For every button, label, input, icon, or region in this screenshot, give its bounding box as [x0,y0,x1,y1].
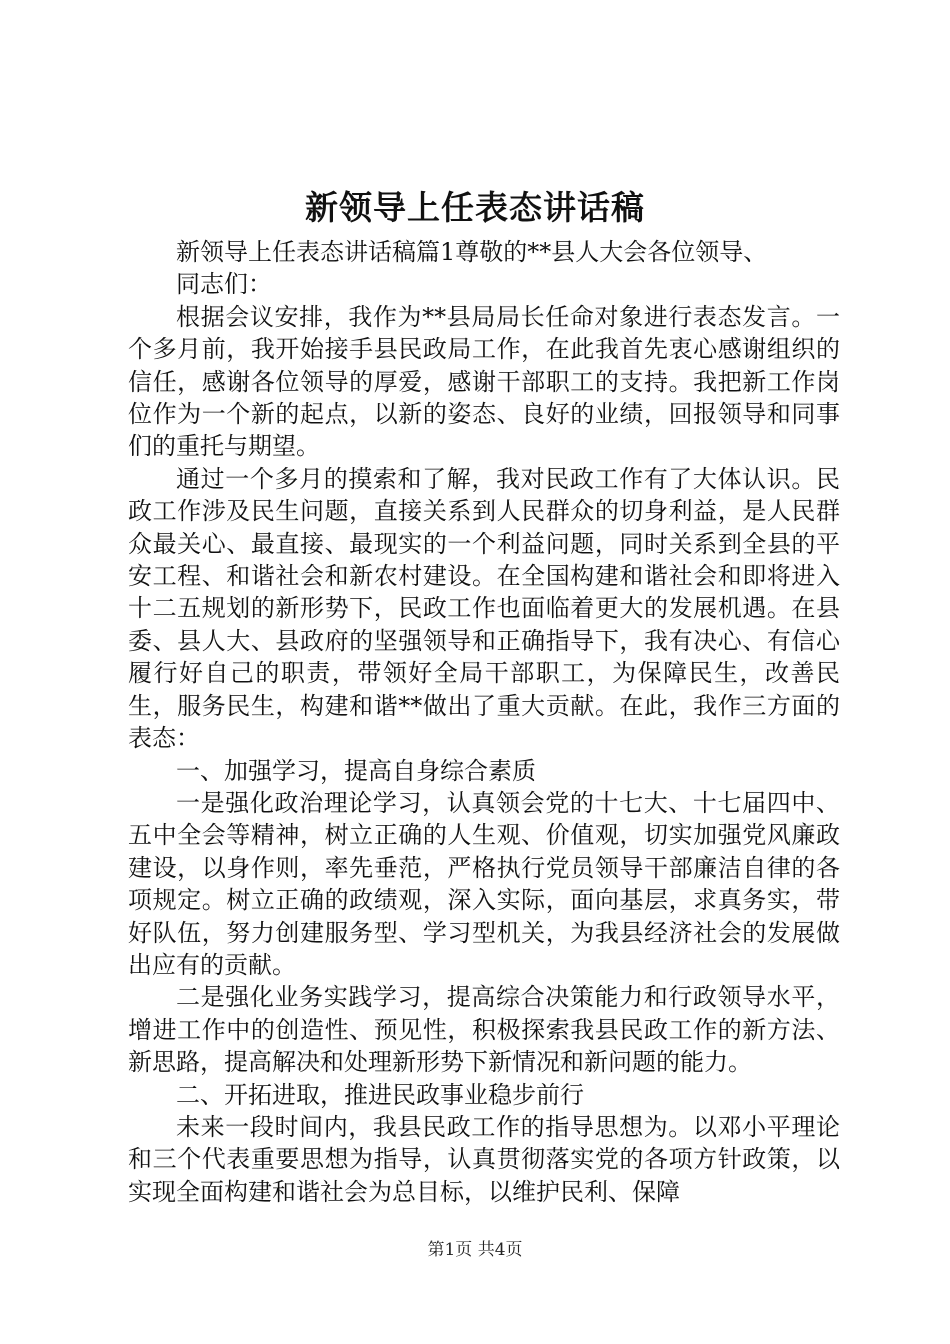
paragraph-5: 未来一段时间内，我县民政工作的指导思想为。以邓小平理论和三个代表重要思想为指导，认真贯彻落实党的各项方针政策，以实现全面构建和谐社会为总目标，以维护民利、保障 [128,1112,840,1206]
paragraph-salutation: 同志们： [176,270,272,299]
paragraph-1: 根据会议安排，我作为**县局局长任命对象进行表态发言。一个多月前，我开始接手县民政局工作，在此我首先衷心感谢组织的信任，感谢各位领导的厚爱，感谢干部职工的支持。我把新工作岗位作为一个新的起点，以新的姿态、良好的业绩，回报领导和同事们的重托与期望。 [128,302,840,461]
paragraph-opening: 新领导上任表态讲话稿篇1尊敬的**县人大会各位领导、 [176,238,768,266]
paragraph-2: 通过一个多月的摸索和了解，我对民政工作有了大体认识。民政工作涉及民生问题，直接关系到人民群众的切身利益，是人民群众最关心、最直接、最现实的一个利益问题，同时关系到全县的平安工程、和谐社会和新农村建设。在全国构建和谐社会和即将进入十二五规划的新形势下，民政工作也面临着更大的发展机遇。在县委、县人大、县政府的坚强领导和正确指导下，我有决心、有信心履行好自己的职责，带领好全局干部职工，为保障民生，改善民生，服务民生，构建和谐**做出了重大贡献。在此，我作三方面的表态： [128,464,840,753]
document-title: 新领导上任表态讲话稿 [305,188,645,227]
section-heading-1: 一、加强学习，提高自身综合素质 [176,756,536,785]
page-footer: 第1页 共4页 [427,1240,523,1260]
section-heading-2: 二、开拓进取，推进民政事业稳步前行 [176,1080,584,1109]
paragraph-3: 一是强化政治理论学习，认真领会党的十七大、十七届四中、五中全会等精神，树立正确的人生观、价值观，切实加强党风廉政建设，以身作则，率先垂范，严格执行党员领导干部廉洁自律的各项规定。树立正确的政绩观，深入实际，面向基层，求真务实，带好队伍，努力创建服务型、学习型机关，为我县经济社会的发展做出应有的贡献。 [128,788,840,979]
paragraph-4: 二是强化业务实践学习，提高综合决策能力和行政领导水平，增进工作中的创造性、预见性，积极探索我县民政工作的新方法、新思路，提高解决和处理新形势下新情况和新问题的能力。 [128,983,840,1077]
document-body [128,236,840,1208]
